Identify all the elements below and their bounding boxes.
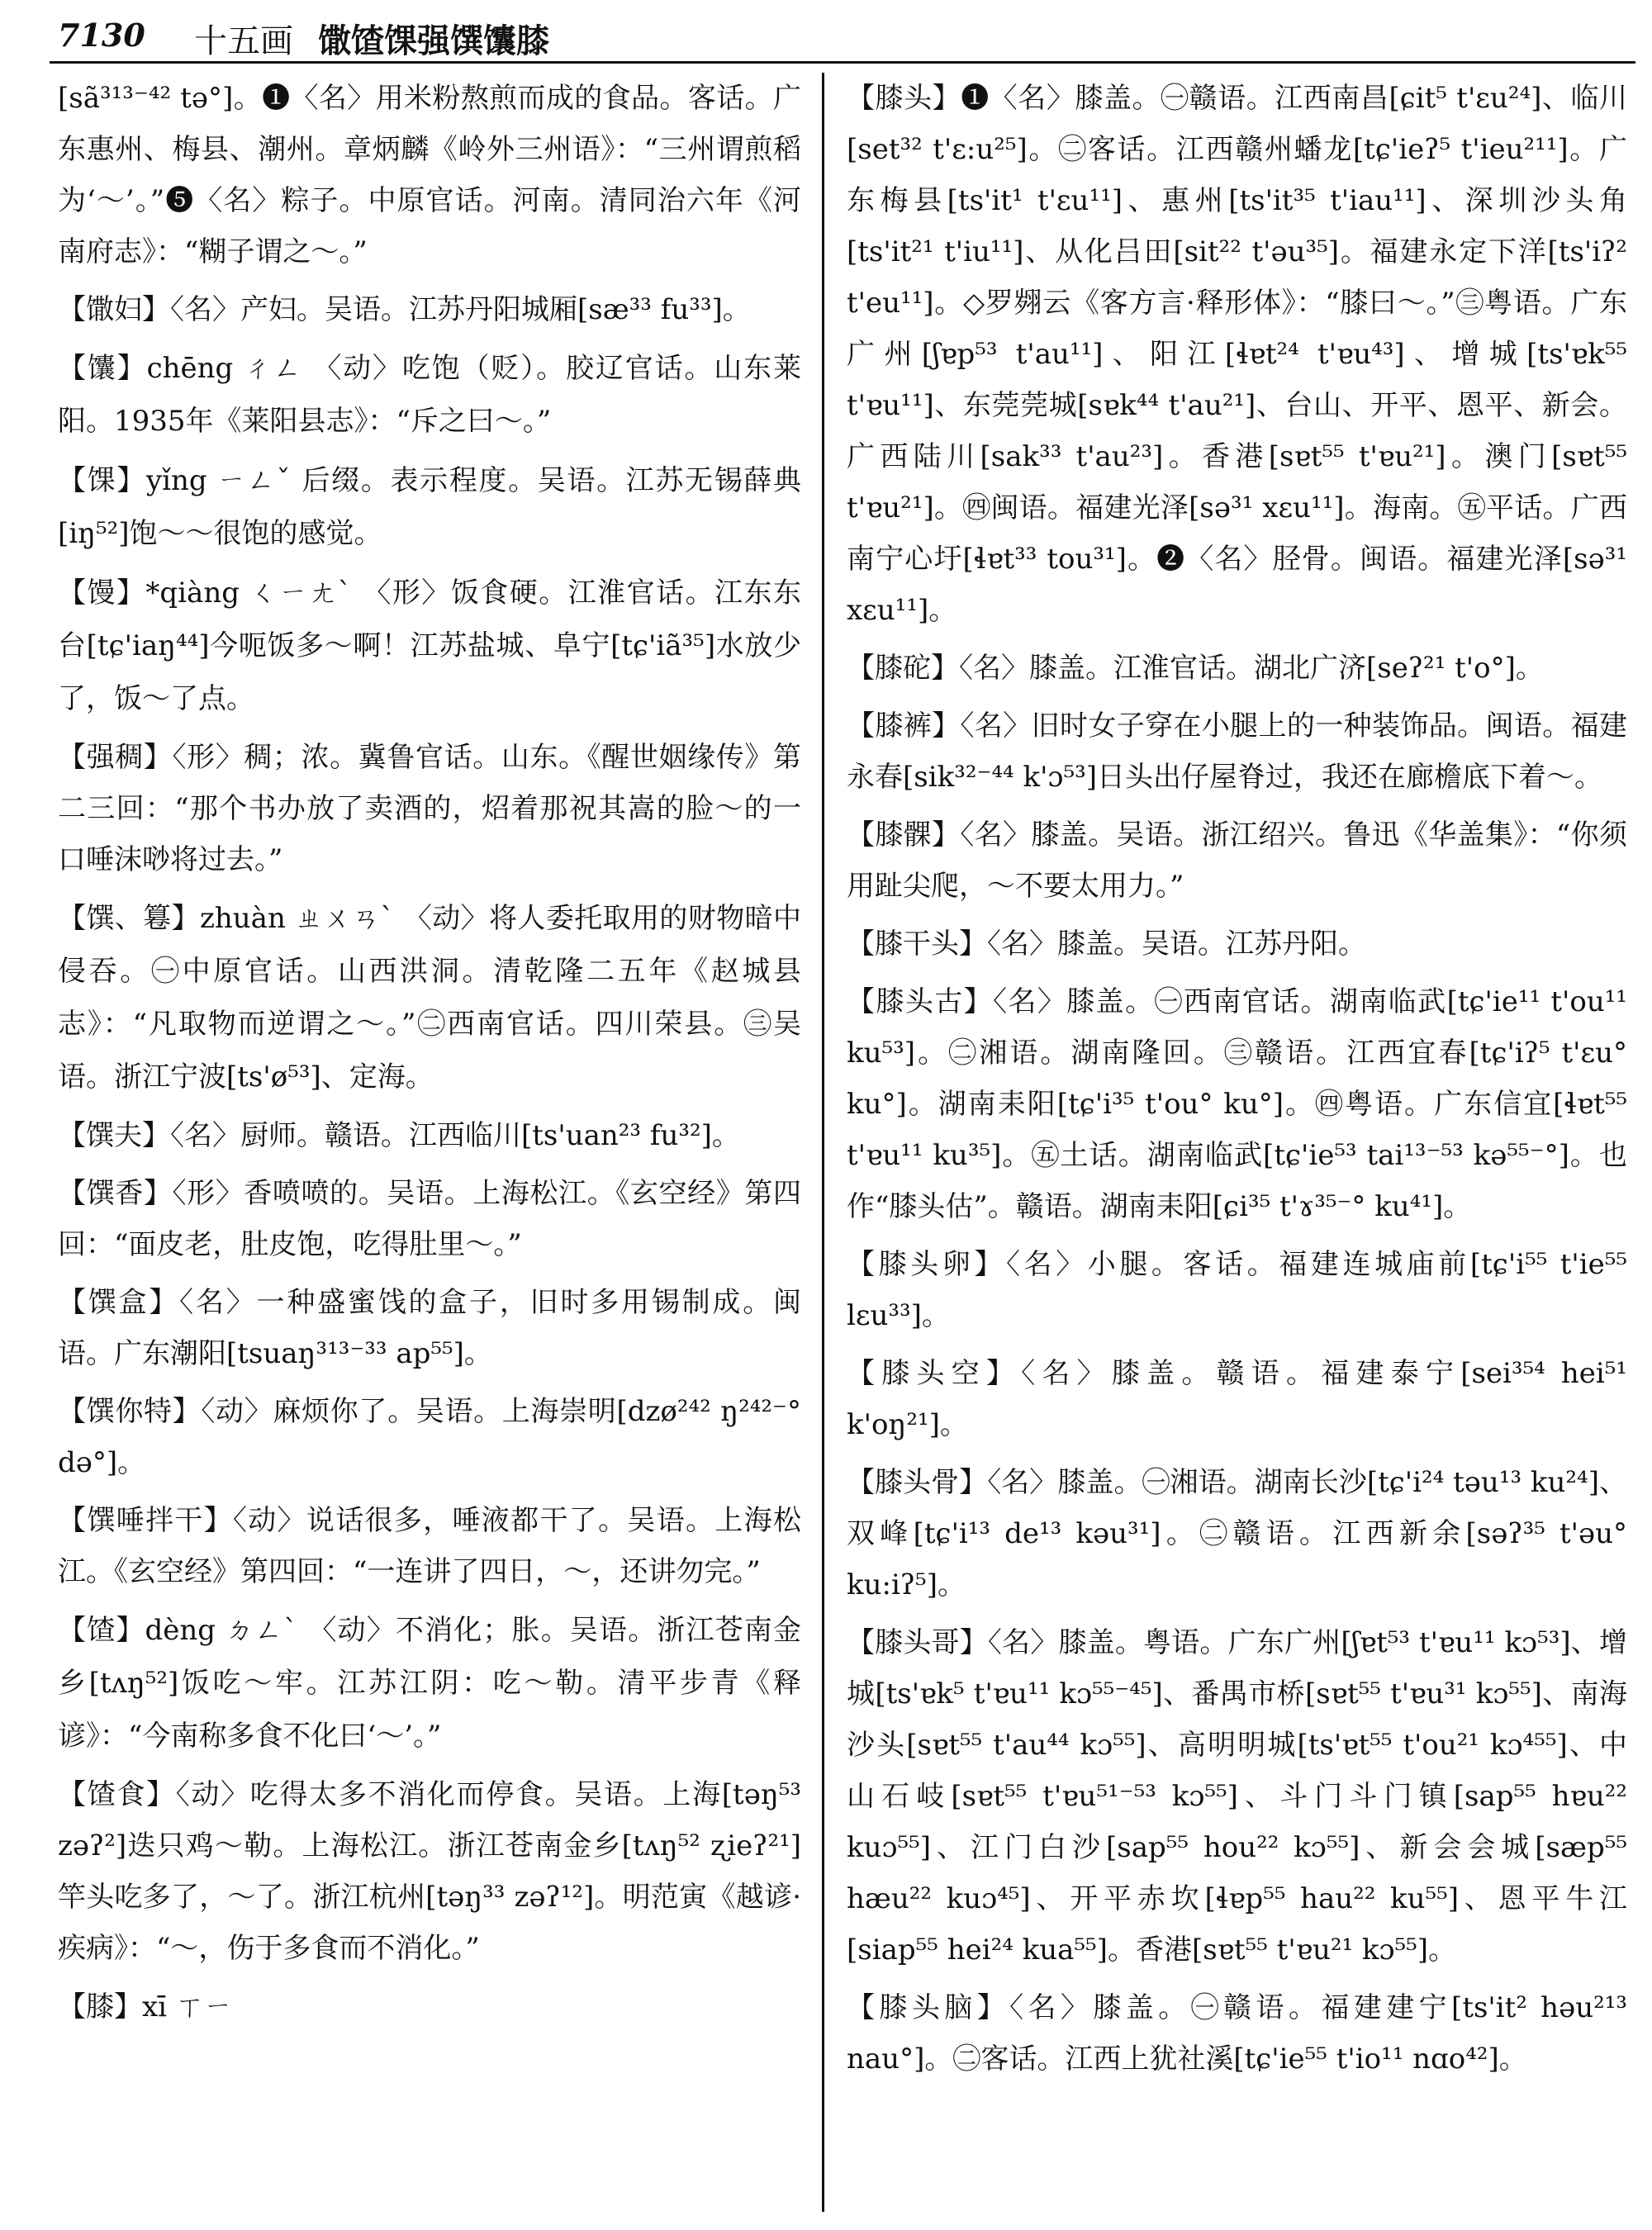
entry-xitou: 【膝头】❶〈名〉膝盖。㊀赣语。江西南昌[ɕit⁵ t'ɛu²⁴]、临川[set³² t'ɛ:u²⁵]。㊁客话。江西赣州蟠龙[tɕ'ieʔ⁵ t'ieu²¹¹]。广东梅县[ts'it¹ t'ɛu¹¹]、惠州[ts'it³⁵ t'iau¹¹]、深圳沙头角[ts'it²¹ t'iu¹¹]、从化吕田[sit²² t'əu³⁵]。福建永定下洋[ts'iʔ² t'eu¹¹]。◇罗翙云《客方言·释形体》：“膝曰～。”㊂粤语。广东广州[ʃɐp⁵³ t'au¹¹]、阳江[ɬɐt²⁴ t'ɐu⁴³]、增城[ts'ɐk⁵⁵ t'ɐu¹¹]、东莞莞城[sɐk⁴⁴ t'au²¹]、台山、开平、恩平、新会。广西陆川[sak³³ t'au²³]。香港[sɐt⁵⁵ t'ɐu²¹]。澳门[sɐt⁵⁵ t'ɐu²¹]。㊃闽语。福建光泽[sə³¹ xɛu¹¹]。海南。㊄平话。广西南宁心圩[ɬɐt³³ tou³¹]。❷〈名〉胫骨。闽语。福建光泽[sə³¹ xɛu¹¹]。 xyxy=(847,82,1627,627)
entry-qiang: 【馒】*qiàng ㄑㄧㄤˋ 〈形〉饭食硬。江淮官话。江东东台[tɕ'iaŋ⁴⁴]今呃饭多～啊！江苏盐城、阜宁[tɕ'iã³⁵]水放少了，饭～了点。 xyxy=(58,576,801,715)
entry-xitouge: 【膝头哥】〈名〉膝盖。粤语。广东广州[ʃɐt⁵³ t'ɐu¹¹ kɔ⁵³]、增城[ts'ɐk⁵ t'ɐu¹¹ kɔ⁵⁵⁻⁴⁵]、番禺市桥[sɐt⁵⁵ t'ɐu³¹ kɔ⁵⁵]、南海沙头[sɐt⁵⁵ t'au⁴⁴ kɔ⁵⁵]、高明明城[ts'ɐt⁵⁵ t'ou²¹ kɔ⁴⁵⁵]、中山石岐[sɐt⁵⁵ t'ɐu⁵¹⁻⁵³ kɔ⁵⁵]、斗门斗门镇[sap⁵⁵ hɐu²² kuɔ⁵⁵]、江门白沙[sap⁵⁵ hou²² kɔ⁵⁵]、新会会城[sæp⁵⁵ hæu²² kuɔ⁴⁵]、开平赤坎[ɬɐp⁵⁵ hau²² ku⁵⁵]、恩平牛江[siap⁵⁵ hei²⁴ kua⁵⁵]。香港[sɐt⁵⁵ t'ɐu²¹ kɔ⁵⁵]。 xyxy=(847,1626,1627,1967)
right-column xyxy=(847,73,1627,2091)
entry-deng: 【馇】dèng ㄉㄥˋ 〈动〉不消化；胀。吴语。浙江苍南金乡[tʌŋ⁵²]饭吃～牢。江苏江阴：吃～勒。清平步青《释谚》：“今南称多食不化曰‘～’。” xyxy=(58,1614,801,1753)
entry-sanfu: 【馓妇】〈名〉产妇。吴语。江苏丹阳城厢[sæ³³ fu³³]。 xyxy=(58,293,751,326)
entry-zhuannite: 【馔你特】〈动〉麻烦你了。吴语。上海崇明[dzø²⁴² ŋ²⁴²⁻° də°]。 xyxy=(58,1395,801,1479)
left-column xyxy=(58,73,801,2040)
entry-xitougu-bone: 【膝头骨】〈名〉膝盖。㊀湘语。湖南长沙[tɕ'i²⁴ təu¹³ ku²⁴]、双峰[tɕ'i¹³ de¹³ kəu³¹]。㊁赣语。江西新余[səʔ³⁵ t'əu° ku:iʔ⁵]。 xyxy=(847,1466,1627,1601)
entry-xitouluan: 【膝头卵】〈名〉小腿。客话。福建连城庙前[tɕ'i⁵⁵ t'ie⁵⁵ lɛu³³]。 xyxy=(847,1248,1627,1332)
entry-ying: 【馃】yǐng ㄧㄥˇ 后缀。表示程度。吴语。江苏无锡薛典[iŋ⁵²]饱～～很饱的感觉。 xyxy=(58,464,801,550)
entry-xitougu: 【膝头古】〈名〉膝盖。㊀西南官话。湖南临武[tɕ'ie¹¹ t'ou¹¹ ku⁵³]。㊁湘语。湖南隆回。㊂赣语。江西宜春[tɕ'iʔ⁵ t'ɛu° ku°]。湖南耒阳[tɕ'i³⁵ t'ou° ku°]。㊃粤语。广东信宜[ɬɐt⁵⁵ t'ɐu¹¹ ku³⁵]。㊄土话。湖南临武[tɕ'ie⁵³ tai¹³⁻⁵³ kə⁵⁵⁻°]。也作“膝头估”。赣语。湖南耒阳[ɕi³⁵ t'ɤ³⁵⁻° ku⁴¹]。 xyxy=(847,985,1627,1223)
entry-xigantou: 【膝干头】〈名〉膝盖。吴语。江苏丹阳。 xyxy=(847,928,1366,961)
column-divider xyxy=(822,73,824,2212)
page-header xyxy=(0,0,1652,66)
entry-zhuanxiang: 【馔香】〈形〉香喷喷的。吴语。上海松江。《玄空经》第四回：“面皮老，肚皮饱，吃得肚里～。” xyxy=(58,1177,801,1261)
entry-xitounao: 【膝头脑】〈名〉膝盖。㊀赣语。福建建宁[ts'it² həu²¹³ nau°]。㊁客话。江西上犹社溪[tɕ'ie⁵⁵ t'io¹¹ nɑo⁴²]。 xyxy=(847,1991,1627,2076)
entry-xituo: 【膝砣】〈名〉膝盖。江淮官话。湖北广济[seʔ²¹ t'o°]。 xyxy=(847,652,1544,685)
entry-cheng: 【馕】chēng ㄔㄥ 〈动〉吃饱（贬）。胶辽官话。山东莱阳。1935年《莱阳县志》：“斥之曰～。” xyxy=(58,352,801,438)
entry-zhuanhe: 【馔盒】〈名〉一种盛蜜饯的盒子，旧时多用锡制成。闽语。广东潮阳[tsuaŋ³¹³⁻³³ ap⁵⁵]。 xyxy=(58,1286,801,1370)
entry-xike: 【膝髁】〈名〉膝盖。吴语。浙江绍兴。鲁迅《华盖集》：“你须用趾尖爬，～不要太用力。” xyxy=(847,818,1627,903)
entry-zhuanfu: 【馔夫】〈名〉厨师。赣语。江西临川[ts'uan²³ fu³²]。 xyxy=(58,1119,740,1152)
stroke-count-label: 十五画 xyxy=(194,22,293,60)
entry-xitoukong: 【膝头空】〈名〉膝盖。赣语。福建泰宁[sei³⁵⁴ hei⁵¹ k'oŋ²¹]。 xyxy=(847,1357,1627,1441)
entry-qiangchou: 【强稠】〈形〉稠；浓。冀鲁官话。山东。《醒世姻缘传》第二三回：“那个书办放了卖酒的，炤着那祝其嵩的脸～的一口唾沫唦将过去。” xyxy=(58,741,801,876)
entry-xi: 【膝】xī ㄒㄧ xyxy=(58,1990,232,2024)
page-number: 7130 xyxy=(58,17,145,54)
entry-zhuan: 【馔、篹】zhuàn ㄓㄨㄢˋ 〈动〉将人委托取用的财物暗中侵吞。㊀中原官话。山西洪洞。清乾隆二五年《赵城县志》：“凡取物而逆谓之～。”㊁西南官话。四川荣县。㊂吴语。浙江宁波[ts'ø⁵³]、定海。 xyxy=(58,902,801,1094)
entry-continuation: [sã³¹³⁻⁴² tə°]。❶〈名〉用米粉熬煎而成的食品。客话。广东惠州、梅县、潮州。章炳麟《岭外三州语》：“三州谓煎稻为‘～’。”❺〈名〉粽子。中原官话。河南。清同治六年《河南府志》：“糊子谓之～。” xyxy=(58,82,801,268)
entry-zhuantuobangan: 【馔唾拌干】〈动〉说话很多，唾液都干了。吴语。上海松江。《玄空经》第四回：“一连讲了四日，～，还讲勿完。” xyxy=(58,1504,801,1588)
header-index-chars: 馓馇馃强馔馕膝 xyxy=(318,21,549,60)
header-rule xyxy=(50,61,1635,64)
entry-dengshi: 【馇食】〈动〉吃得太多不消化而停食。吴语。上海[təŋ⁵³ zəʔ²]迭只鸡～勒。上海松江。浙江苍南金乡[tʌŋ⁵² ʐieʔ²¹]竿头吃多了，～了。浙江杭州[təŋ³³ zəʔ¹²]。明范寅《越谚·疾病》：“～，伤于多食而不消化。” xyxy=(58,1778,801,1965)
entry-xiku: 【膝裤】〈名〉旧时女子穿在小腿上的一种装饰品。闽语。福建永春[sik³²⁻⁴⁴ k'ɔ⁵³]日头出仔屋脊过，我还在廊檐底下着～。 xyxy=(847,709,1627,794)
